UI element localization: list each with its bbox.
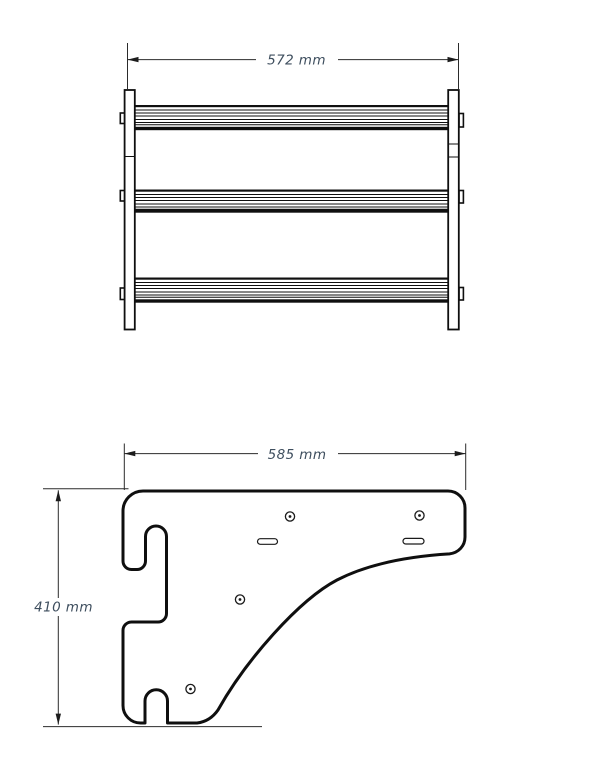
rail-2: [135, 190, 449, 213]
arrow-left-icon: [128, 57, 139, 62]
right-side-plate: [448, 90, 463, 330]
side-view: [34, 444, 466, 727]
bracket-outline: [123, 491, 465, 723]
arrow-left-icon: [124, 451, 135, 456]
mount-hole-top-left: [285, 512, 294, 521]
mount-hole-top-right: [415, 511, 424, 520]
mount-hole-bottom: [186, 684, 195, 693]
rail-3: [135, 278, 449, 303]
arrow-right-icon: [455, 451, 466, 456]
rails: [135, 105, 449, 303]
mount-slot-right: [403, 538, 424, 544]
mount-hole-middle: [235, 595, 244, 604]
mount-slot-left: [258, 539, 278, 545]
rail-1: [135, 105, 449, 130]
arrow-right-icon: [448, 57, 459, 62]
left-plate-body: [125, 90, 135, 330]
dimension-572: [128, 43, 459, 89]
side-view-height-label: 410 mm: [34, 599, 93, 616]
top-view: [120, 43, 463, 330]
right-plate-body: [448, 90, 459, 330]
side-view-width-label: 585 mm: [267, 446, 327, 463]
left-side-plate: [120, 90, 135, 330]
top-view-width-label: 572 mm: [267, 52, 326, 69]
arrow-up-icon: [56, 490, 61, 501]
dimension-585: [124, 444, 465, 491]
arrow-down-icon: [56, 714, 61, 725]
